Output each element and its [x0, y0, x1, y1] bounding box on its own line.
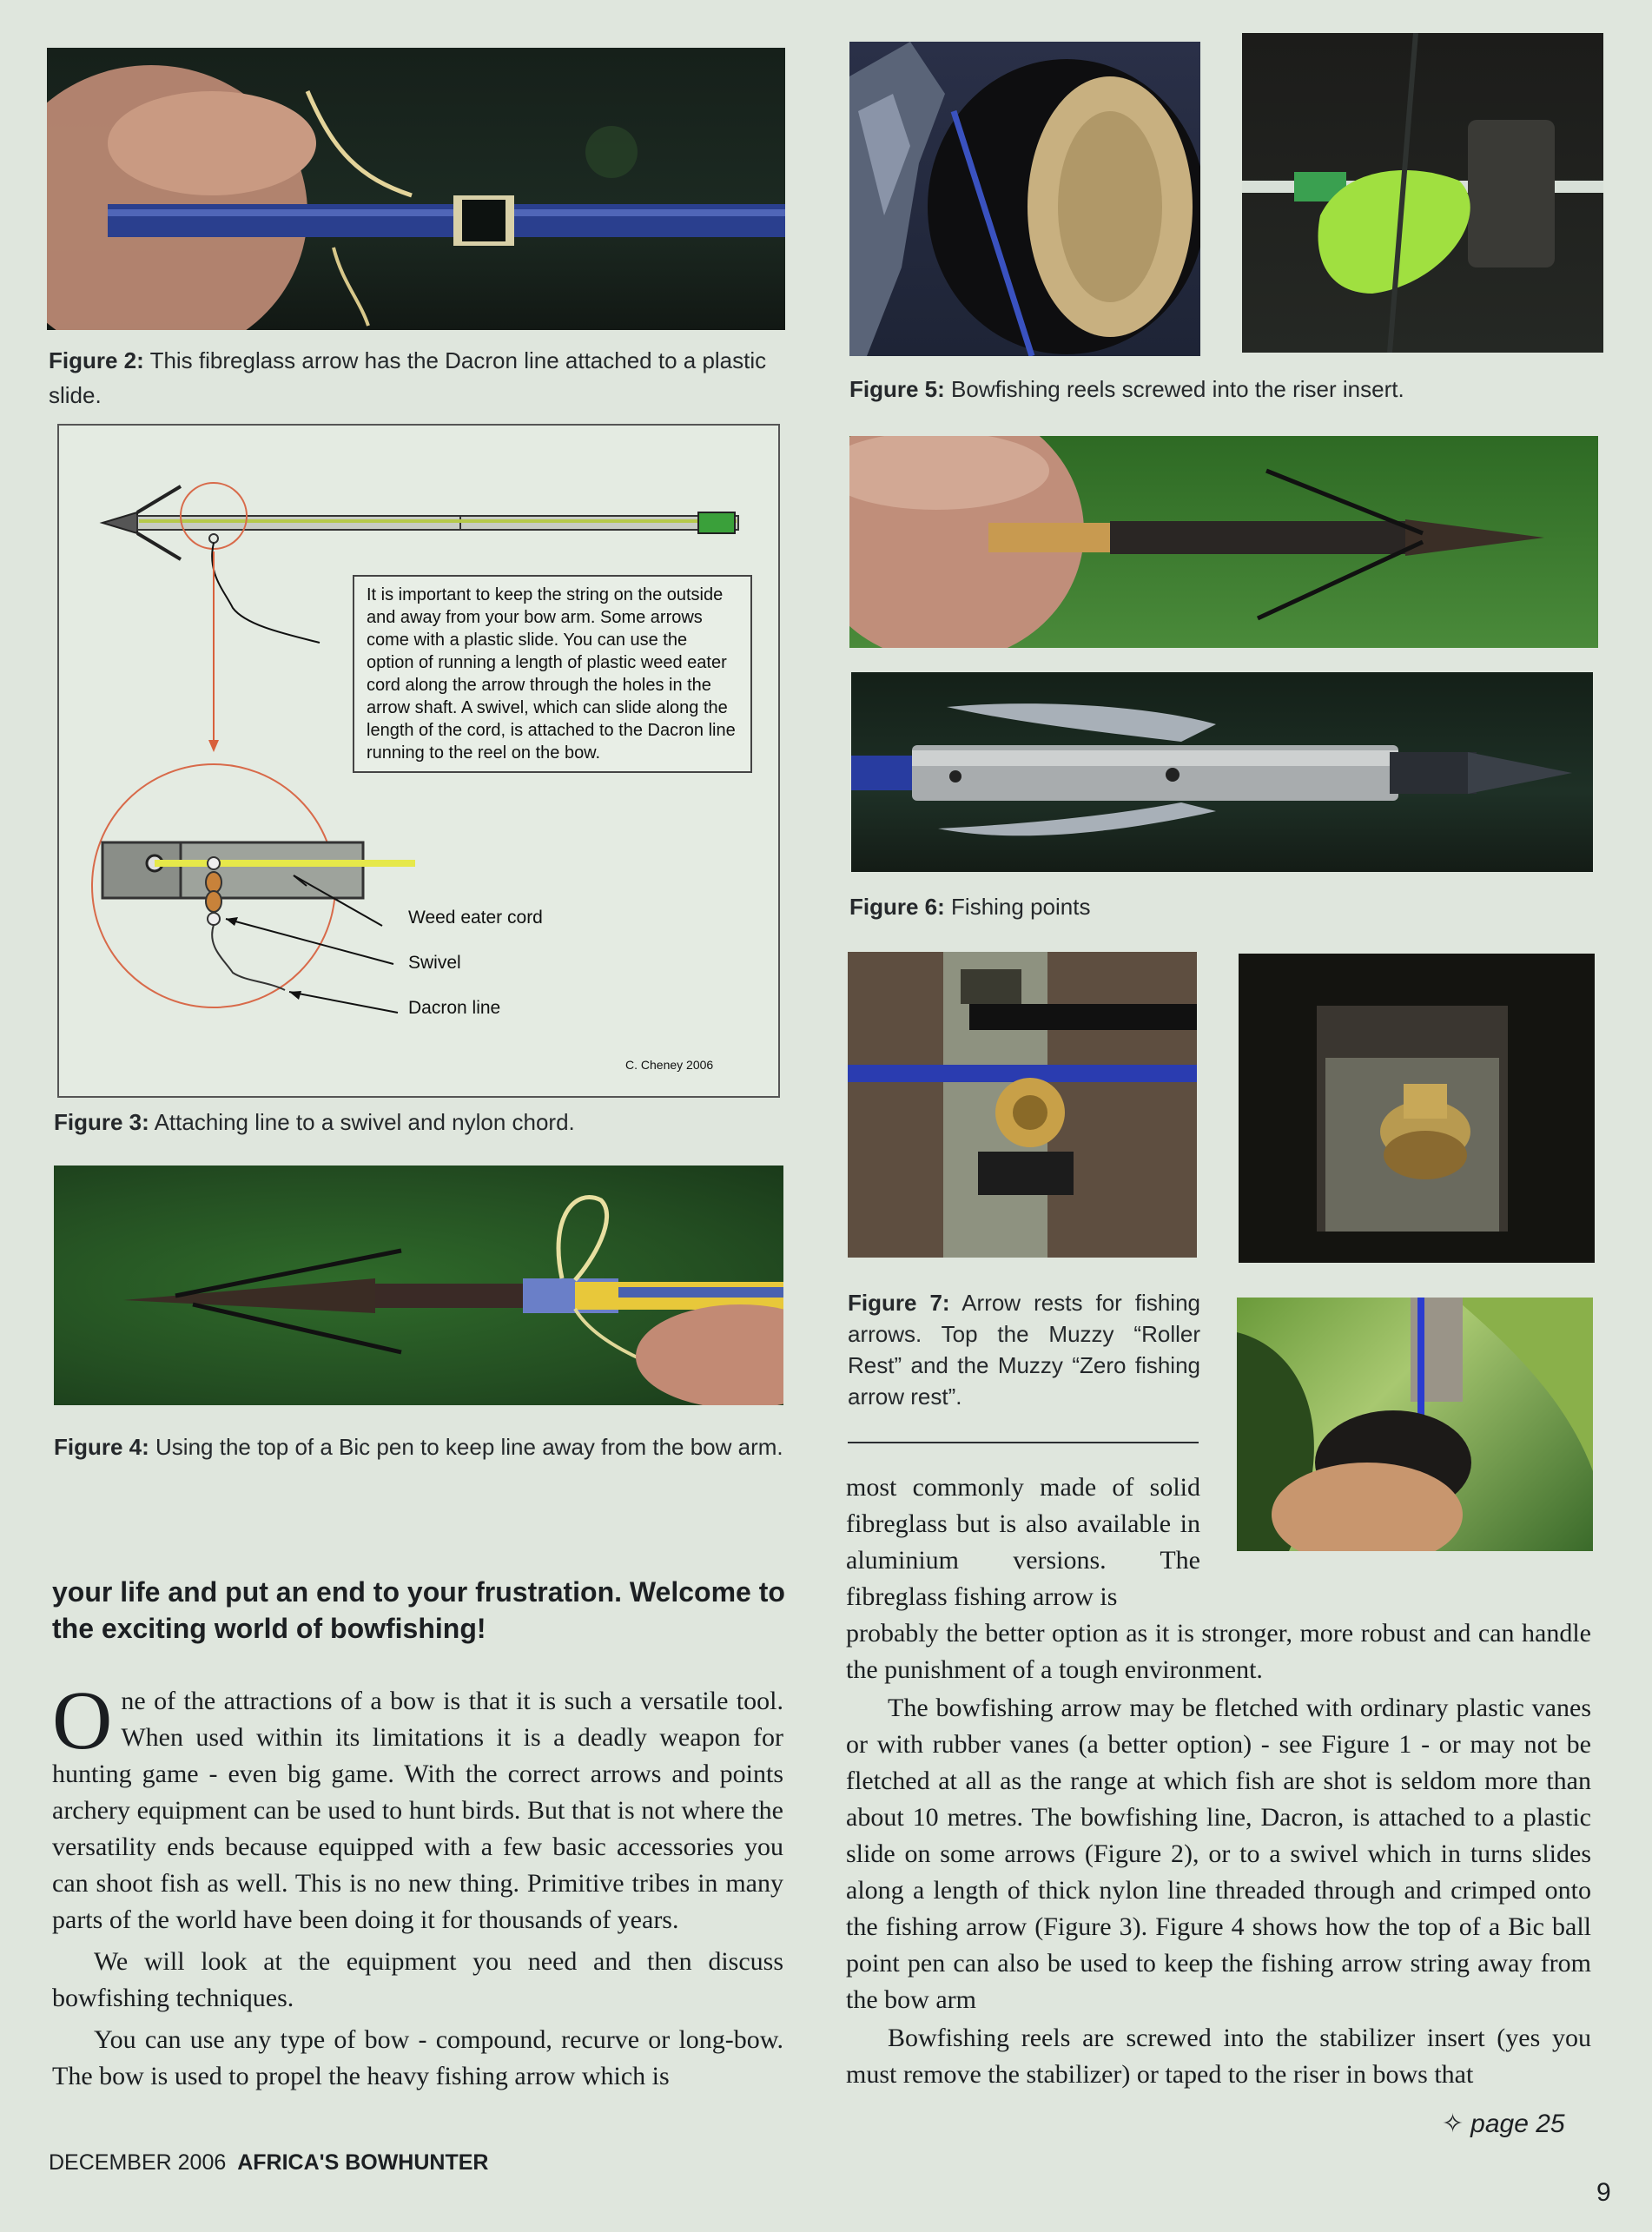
figure-4-caption — [54, 1430, 792, 1464]
diagram-note: It is important to keep the string on the outside and away from your bow arm. Some arrows come with a plastic slide. You can use the option of running a length of plastic weed eater cord along the arrow through the holes in the arrow shaft. A swivel, which can slide along the length of the cord, is attached to the Dacron line running to the reel on the bow. — [353, 575, 752, 773]
figure-4-label: Figure 4: — [54, 1434, 149, 1460]
figure-2-caption — [49, 343, 787, 413]
diagram-credit: C. Cheney 2006 — [625, 1058, 714, 1072]
figure-6-text: Fishing points — [951, 894, 1091, 920]
figure-3-caption — [54, 1105, 792, 1139]
continued-marker — [1442, 2109, 1565, 2139]
label-weed-eater-cord: Weed eater cord — [408, 908, 543, 928]
caption-divider — [848, 1442, 1199, 1443]
figure-6-caption — [849, 889, 1596, 924]
archer-icon: ✧ — [1442, 2110, 1464, 2138]
right-body-column — [846, 1615, 1591, 2093]
figure-3-text: Attaching line to a swivel and nylon chord. — [154, 1109, 575, 1135]
drop-cap: O — [52, 1674, 113, 1766]
paragraph-2: We will look at the equipment you need and then discuss bowfishing techniques. — [52, 1947, 783, 2012]
footer-issue — [49, 2150, 488, 2176]
paragraph-1-text: ne of the attractions of a bow is that it is such a versatile tool. When used within its limitations it is a deadly weapon for hunting game - even big game. With the correct arrows and points archery equipment can be used to hunt birds. But that is not where the versatility ends because equipped with a few basic accessories you can shoot fish as well. This is no new thing. Primitive tribes in many parts of the world have been doing it for thousands of years. — [52, 1687, 783, 1934]
left-body-column — [52, 1674, 783, 2095]
figure-5-photo-reel — [849, 42, 1200, 356]
right-paragraph-1-cont: probably the better option as it is stronger, more robust and can handle the punishment of a tough environment. — [846, 1619, 1591, 1684]
label-swivel: Swivel — [408, 953, 461, 973]
figure-5-text: Bowfishing reels screwed into the riser insert. — [951, 376, 1404, 402]
figure-5-photo-reel-green — [1242, 33, 1603, 353]
issue-date: DECEMBER 2006 — [49, 2150, 227, 2175]
paragraph-3: You can use any type of bow - compound, recurve or long-bow. The bow is used to propel the heavy fishing arrow which is — [52, 2025, 783, 2090]
lead-in-text: your life and put an end to your frustration. Welcome to the exciting world of bowfishing! — [52, 1576, 785, 1644]
figure-4-text: Using the top of a Bic pen to keep line away from the bow arm. — [155, 1434, 783, 1460]
figure-3-label: Figure 3: — [54, 1109, 149, 1135]
figure-7-photo-roller-rest — [848, 952, 1197, 1258]
figure-4-photo — [54, 1166, 783, 1405]
magazine-name: AFRICA'S BOWHUNTER — [237, 2150, 489, 2175]
continued-page: page 25 — [1470, 2110, 1565, 2138]
figure-7-photo-bow-leaves — [1237, 1298, 1593, 1551]
figure-5-caption — [849, 372, 1596, 406]
figure-6-photo-point-2 — [851, 672, 1593, 872]
page-number: 9 — [1596, 2178, 1611, 2207]
right-paragraph-3: Bowfishing reels are screwed into the stabilizer insert (yes you must remove the stabilizer) or taped to the riser in bows that — [846, 2024, 1591, 2089]
figure-6-photo-point-1 — [849, 436, 1598, 648]
figure-2-photo — [47, 48, 785, 330]
figure-6-label: Figure 6: — [849, 894, 945, 920]
right-narrow-text: most commonly made of solid fibreglass but is also available in aluminium versions. The fibreglass fishing arrow is — [846, 1473, 1200, 1611]
figure-7-label: Figure 7: — [848, 1290, 950, 1316]
figure-5-label: Figure 5: — [849, 376, 945, 402]
figure-3-diagram — [57, 424, 780, 1098]
right-paragraph-2: The bowfishing arrow may be fletched with ordinary plastic vanes or with rubber vanes (a better option) - see Figure 1 - or may not be fletched at all as the range at which fish are shot is seldom more than about 10 metres. The bowfishing line, Dacron, is attached to a plastic slide on some arrows (Figure 2), or to a swivel which in turns slides along a length of thick nylon line threaded through and crimped onto the fishing arrow (Figure 3). Figure 4 shows how the top of a Bic ball point pen can also be used to keep the fishing arrow string away from the bow arm — [846, 1694, 1591, 2014]
figure-2-label: Figure 2: — [49, 347, 144, 373]
figure-7-caption — [848, 1287, 1200, 1412]
figure-7-photo-zero-rest — [1239, 954, 1595, 1263]
figure-7-text: Arrow rests for fishing arrows. Top the Muzzy “Roller Rest” and the Muzzy “Zero fishing arrow rest”. — [848, 1290, 1200, 1410]
paragraph-1 — [52, 1674, 783, 1938]
figure-2-text: This fibreglass arrow has the Dacron line attached to a plastic slide. — [49, 347, 767, 408]
label-dacron-line: Dacron line — [408, 998, 501, 1018]
